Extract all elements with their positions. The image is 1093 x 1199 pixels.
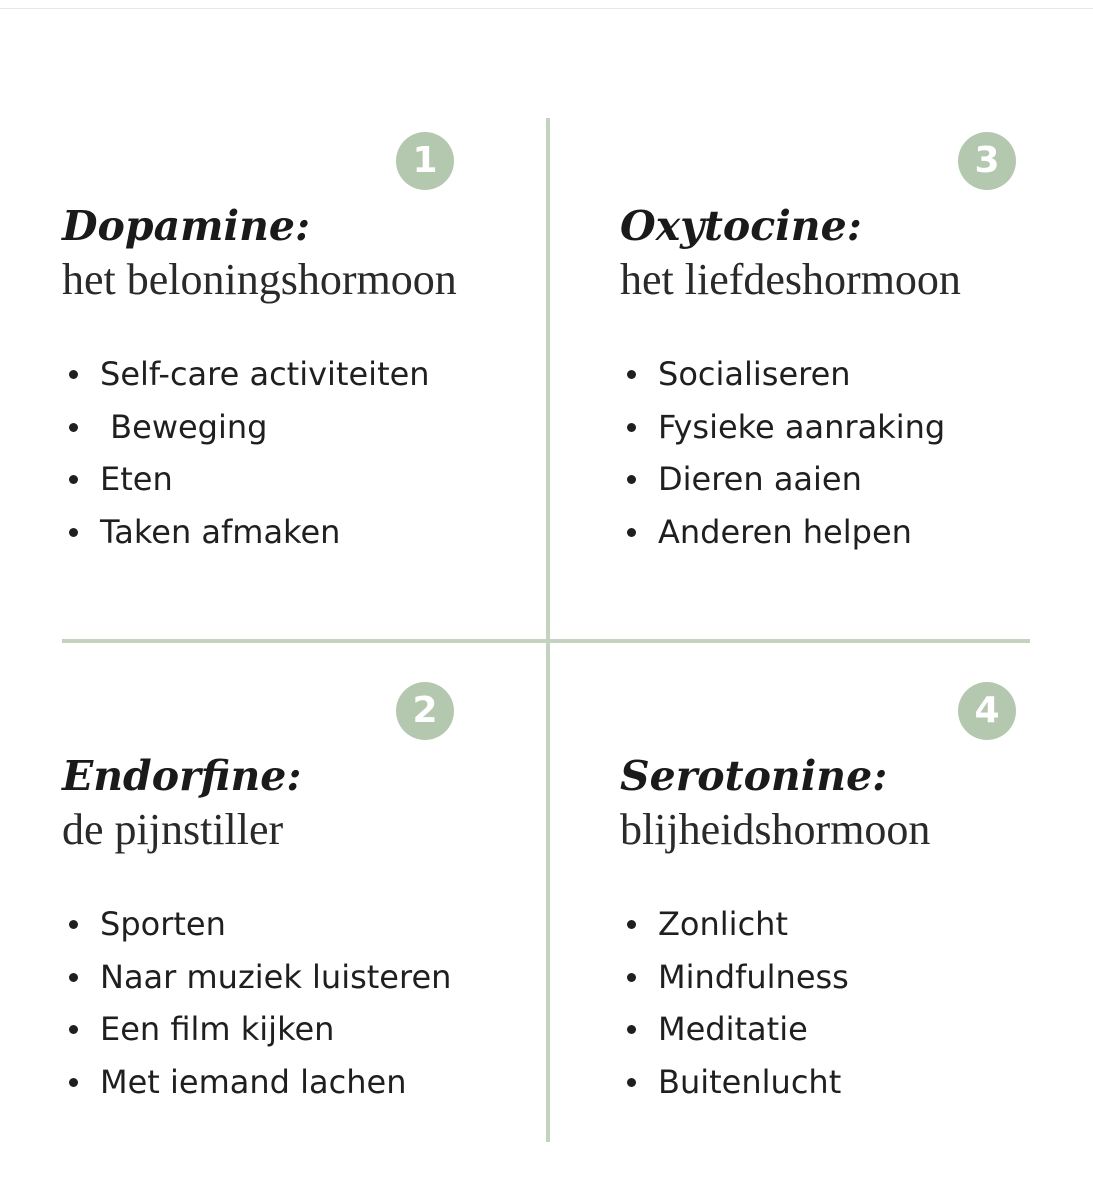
activity-list (62, 352, 430, 562)
list-item: Anderen helpen (620, 510, 945, 563)
hormone-title: Dopamine: (62, 202, 311, 250)
list-item: Een film kijken (62, 1007, 451, 1060)
list-item: Beweging (62, 405, 430, 458)
vertical-divider (546, 118, 550, 1142)
list-item: Sporten (62, 902, 451, 955)
activity-list (620, 352, 945, 562)
list-item: Taken afmaken (62, 510, 430, 563)
hormone-subtitle: de pijnstiller (62, 805, 284, 854)
hormone-title: Oxytocine: (620, 202, 862, 250)
hormone-subtitle: het beloningshormoon (62, 255, 457, 304)
list-item: Mindfulness (620, 955, 849, 1008)
list-item: Zonlicht (620, 902, 849, 955)
hormone-subtitle: blijheidshormoon (620, 805, 931, 854)
list-item: Meditatie (620, 1007, 849, 1060)
top-border-line (0, 8, 1093, 9)
list-item: Buitenlucht (620, 1060, 849, 1113)
list-item: Dieren aaien (620, 457, 945, 510)
list-item: Fysieke aanraking (620, 405, 945, 458)
list-item: Eten (62, 457, 430, 510)
activity-list (62, 902, 451, 1112)
list-item: Self-care activiteiten (62, 352, 430, 405)
number-badge: 1 (396, 132, 454, 190)
number-badge: 3 (958, 132, 1016, 190)
list-item: Met iemand lachen (62, 1060, 451, 1113)
hormone-title: Serotonine: (620, 752, 888, 800)
number-badge: 4 (958, 682, 1016, 740)
list-item: Socialiseren (620, 352, 945, 405)
horizontal-divider (62, 639, 1030, 643)
hormone-subtitle: het liefdeshormoon (620, 255, 961, 304)
list-item: Naar muziek luisteren (62, 955, 451, 1008)
activity-list (620, 902, 849, 1112)
number-badge: 2 (396, 682, 454, 740)
hormone-title: Endorfine: (62, 752, 302, 800)
